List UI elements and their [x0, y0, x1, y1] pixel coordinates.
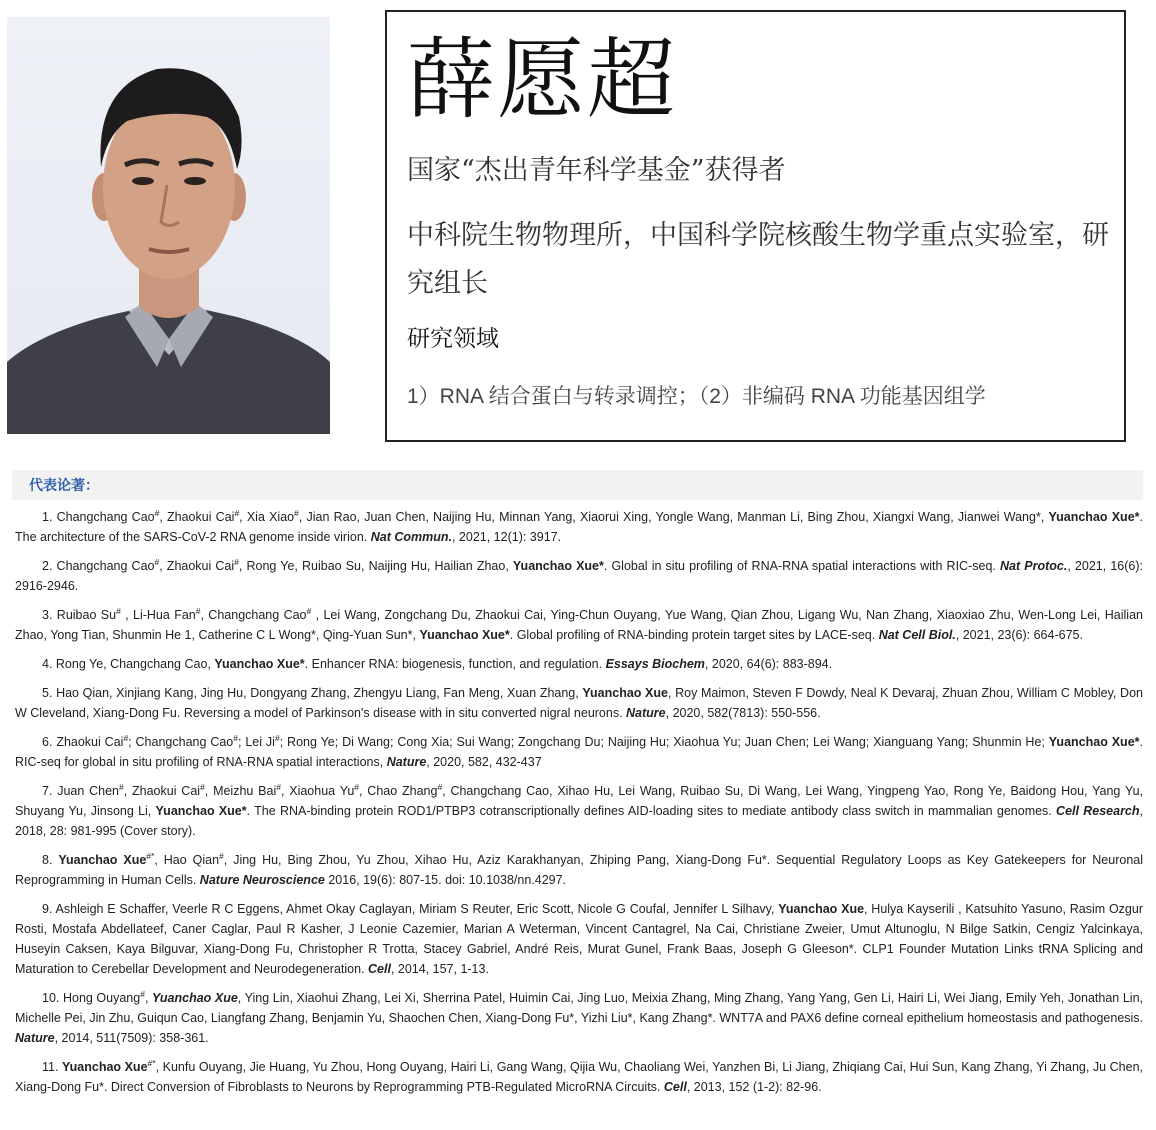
publication-text: 9. Ashleigh E Schaffer, Veerle R C Eggens, Ahmet Okay Caglayan, Miriam S Reuter, Eric Scott, Nicole G Coufal, Jennifer L Silhavy, [42, 902, 779, 916]
publication-text: 11. [42, 1060, 62, 1074]
publication-text: 1. Changchang Cao [42, 510, 155, 524]
publication-text: 10. Hong Ouyang [42, 991, 141, 1005]
research-heading: 研究领域 [407, 326, 499, 352]
publication-text: , 2020, 582(7813): 550-556. [665, 706, 821, 720]
publication-text: , Jing Hu, Bing Zhou, Yu Zhou, Xihao Hu, Aziz Karakhanyan, Zhiping Pang, Xiang-Dong Fu*. Sequential Regulatory Loops as Key Gatekeepers for Neuronal Reprogramming in Human Cells. [15, 853, 1143, 887]
author-mark: # [234, 556, 239, 567]
author-highlight: Yuanchao Xue [778, 902, 865, 916]
publication-text: . Global profiling of RNA-binding protein target sites by LACE-seq. [509, 628, 879, 642]
publication-text: , Kunfu Ouyang, Jie Huang, Yu Zhou, Hong Ouyang, Hairi Li, Gang Wang, Qijia Wu, Chaoliang Wei, Yanzhen Bi, Li Jiang, Zhiqiang Cai, Hui Sun, Kang Zhang, Yi Zhang, Ju Chen, Xiang-Dong Fu*. Direct Conversion of Fibroblasts to Neurons by Reprogramming PTB-Regulated MicroRNA Circuits. [15, 1060, 1143, 1094]
publication-text: , 2014, 511(7509): 358-361. [54, 1031, 209, 1045]
publication-item [15, 732, 1143, 772]
publication-text: ; Lei Ji [237, 735, 275, 749]
publication-text: , Changchang Cao [200, 608, 307, 622]
publication-text: , Jian Rao, Juan Chen, Naijing Hu, Minnan Yang, Xiaorui Xing, Yongle Wang, Manman Li, Bing Zhou, Xiangxi Wang, Jianwei Wang*, [298, 510, 1049, 524]
publication-text: , Changchang Cao, Xihao Hu, Lei Wang, Ruibao Su, Di Wang, Lei Wang, Yingpeng Yao, Rong Ye, Baidong Hou, Yang Yu, Shuyang Yu, Jinsong Li, [15, 784, 1144, 818]
publication-item [15, 899, 1143, 979]
publication-text: , [144, 991, 153, 1005]
author-mark: # [234, 507, 240, 518]
journal-name: Cell [368, 962, 391, 976]
publication-item [15, 781, 1143, 841]
publications-header-label: 代表论著： [29, 478, 99, 494]
author-mark: # [154, 507, 160, 518]
publication-text: 6. Zhaokui Cai [42, 735, 124, 749]
publication-text: . The architecture of the SARS-CoV-2 RNA genome inside virion. [15, 510, 1143, 544]
publication-text: , Rong Ye, Ruibao Su, Naijing Hu, Hailian Zhao, [238, 559, 513, 573]
journal-name: Nat Cell Biol. [878, 628, 956, 642]
affiliation: 中科院生物物理所，中国科学院核酸生物学重点实验室，研究组长 [407, 220, 1109, 299]
publication-text: . The RNA-binding protein ROD1/PTBP3 cotranscriptionally defines AID-loading sites to mediate antibody class switch in mammalian genomes. [246, 804, 1057, 818]
publication-item [15, 1057, 1143, 1097]
publication-text: , Meizhu Bai [204, 784, 277, 798]
publication-item [15, 556, 1143, 596]
publication-text: , Hulya Kayserili , Katsuhito Yasuno, Rasim Ozgur Rosti, Mostafa Abdellateef, Caner Caglar, Paul R Kasher, J Leonie Cazemier, Marian A Weterman, Vincent Cantagrel, Na Cai, Christiane Zweier, Umut Altunoglu, N Bilge Satkin, Cengiz Yalcinkaya, Huseyin Caksen, Kaya Bilguvar, Xiang-Dong Fu, Christopher R Trotta, Stacey Gabriel, André Reis, Murat Gunel, Frank Baas, Joseph G Gleeson*. CLP1 Founder Mutation Links tRNA Splicing and Maturation to Cerebellar Development and Neurodegeneration. [15, 902, 1143, 976]
publication-text: , 2014, 157, 1-13. [390, 962, 489, 976]
author-mark: # [140, 988, 145, 999]
publication-text: , Zhaokui Cai [159, 510, 235, 524]
author-mark: # [116, 605, 121, 616]
publication-text: , 2018, 28: 981-995 (Cover story). [15, 804, 1144, 838]
person-name: 薛愿超 [407, 28, 678, 131]
publication-text: . Enhancer RNA: biogenesis, function, and regulation. [304, 657, 606, 671]
publication-text: , Zhaokui Cai [123, 784, 201, 798]
publication-item [15, 507, 1143, 547]
publication-item [15, 850, 1143, 890]
research-areas: 1）RNA 结合蛋白与转录调控；（2）非编码 RNA 功能基因组学 [407, 385, 986, 408]
author-mark: # [276, 781, 281, 792]
award-title: 国家“杰出青年科学基金”获得者 [407, 155, 786, 186]
author-mark: # [219, 850, 224, 861]
publication-text: , 2021, 12(1): 3917. [451, 530, 562, 544]
publication-text: , 2020, 582, 432-437 [426, 755, 542, 769]
publication-text: . RIC-seq for global in situ profiling of RNA-RNA spatial interactions, [15, 735, 1143, 769]
author-mark: # [119, 781, 124, 792]
author-highlight: Yuanchao Xue [58, 853, 147, 867]
author-mark: # [294, 507, 299, 518]
journal-name: Yuanchao Xue [152, 991, 238, 1005]
publication-text: , Hao Qian [154, 853, 220, 867]
publication-text: , 2020, 64(6): 883-894. [704, 657, 833, 671]
publication-text: 5. Hao Qian, Xinjiang Kang, Jing Hu, Dongyang Zhang, Zhengyu Liang, Fan Meng, Xuan Zhang, [42, 686, 583, 700]
publication-text: , Chao Zhang [359, 784, 438, 798]
publication-text: 4. Rong Ye, Changchang Cao, [42, 657, 215, 671]
author-highlight: Yuanchao Xue [62, 1060, 148, 1074]
journal-name: Nature [15, 1031, 55, 1045]
publication-text: ; Rong Ye; Di Wang; Cong Xia; Sui Wang; Zongchang Du; Naijing Hu; Xiaohua Yu; Juan Chen; Lei Wang; Xianguang Yang; Shunmin He; [279, 735, 1049, 749]
author-highlight: Yuanchao Xue* [419, 628, 510, 642]
publication-text: 7. Juan Chen [42, 784, 120, 798]
publication-text: ; Changchang Cao [128, 735, 234, 749]
author-mark: # [200, 781, 205, 792]
author-mark: # [154, 556, 160, 567]
journal-name: Cell [663, 1080, 687, 1094]
author-mark: # [233, 732, 238, 743]
author-highlight: Yuanchao Xue* [512, 559, 604, 573]
portrait-photo [7, 17, 330, 434]
journal-name: Essays Biochem [605, 657, 705, 671]
publication-text: , 2021, 23(6): 664-675. [955, 628, 1083, 642]
publication-text: , Xiaohua Yu [280, 784, 355, 798]
author-mark: # [274, 732, 280, 743]
publication-text: 2. Changchang Cao [42, 559, 155, 573]
publication-text: 8. [42, 853, 59, 867]
publication-item [15, 988, 1143, 1048]
publication-text: 3. Ruibao Su [42, 608, 117, 622]
journal-name: Nat Commun. [370, 530, 452, 544]
author-mark: #* [147, 1057, 156, 1068]
author-mark: # [437, 781, 443, 792]
author-mark: #* [146, 850, 155, 861]
publications-header [12, 470, 1143, 500]
publication-item [15, 654, 1143, 674]
author-highlight: Yuanchao Xue* [1048, 735, 1140, 749]
author-highlight: Yuanchao Xue* [214, 657, 305, 671]
author-highlight: Yuanchao Xue* [155, 804, 247, 818]
portrait-illustration [7, 17, 330, 434]
author-mark: # [195, 605, 201, 616]
author-mark: # [123, 732, 129, 743]
journal-name: Nature Neuroscience [199, 873, 325, 887]
publication-text: , Zhaokui Cai [159, 559, 235, 573]
publications-list [15, 507, 1143, 1097]
publication-text: , 2013, 152 (1-2): 82-96. [686, 1080, 822, 1094]
publication-text: , Roy Maimon, Steven F Dowdy, Neal K Devaraj, Zhuan Zhou, William C Mobley, Don W Cleveland, Xiang-Dong Fu. Reversing a model of Parkinson's disease with in situ converted nigral neurons. [15, 686, 1143, 720]
journal-name: Nature [386, 755, 427, 769]
journal-name: Nature [626, 706, 666, 720]
publication-item [15, 683, 1143, 723]
publication-text: . Global in situ profiling of RNA-RNA spatial interactions with RIC-seq. [603, 559, 1000, 573]
journal-name: Nat Protoc. [1000, 559, 1068, 573]
author-mark: # [306, 605, 312, 616]
author-highlight: Yuanchao Xue [582, 686, 668, 700]
publication-text: , Li-Hua Fan [120, 608, 196, 622]
publication-text: , Lei Wang, Zongchang Du, Zhaokui Cai, Ying-Chun Ouyang, Yue Wang, Qian Zhou, Ligang Wu, Nan Zhang, Xiaoxiao Zhu, Wen-Long Lei, Hailian Zhao, Yong Tian, Shunmin He 1, Catherine C L Wong*, Qing-Yuan Sun*, [15, 608, 1143, 642]
author-highlight: Yuanchao Xue* [1048, 510, 1140, 524]
publication-text: , Xia Xiao [239, 510, 295, 524]
journal-name: Cell Research [1056, 804, 1140, 818]
author-mark: # [354, 781, 360, 792]
publication-text: 2016, 19(6): 807-15. doi: 10.1038/nn.4297. [324, 873, 567, 887]
publication-item [15, 605, 1143, 645]
profile-card [385, 10, 1126, 442]
publication-text: , 2021, 16(6): 2916-2946. [15, 559, 1143, 593]
publication-text: , Ying Lin, Xiaohui Zhang, Lei Xi, Sherrina Patel, Huimin Cai, Jing Luo, Meixia Zhang, Ming Zhang, Yang Yang, Gen Li, Hairi Li, Wei Jiang, Emily Yeh, Jonathan Lin, Michelle Pei, Jin Zhu, Guiqun Cao, Liangfang Zhang, Benjamin Yu, Shaochen Chen, Xiang-Dong Fu*, Yizhi Liu*, Kang Zhang*. WNT7A and PAX6 define corneal epithelium homeostasis and pathogenesis. [15, 991, 1144, 1025]
